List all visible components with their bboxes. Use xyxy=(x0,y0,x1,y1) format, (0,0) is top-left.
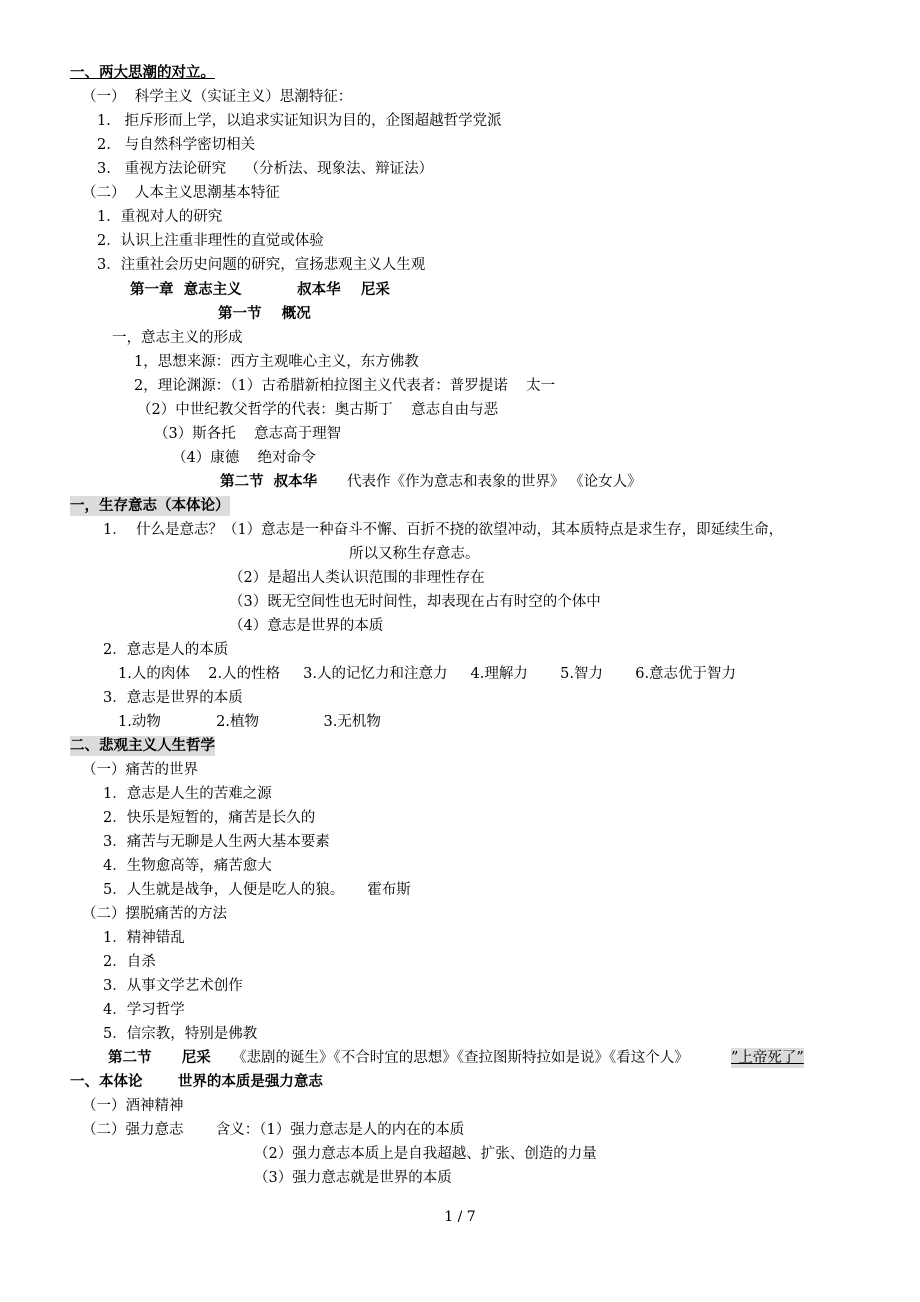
text-line: 一、两大思潮的对立。 xyxy=(70,64,215,81)
text-line: （二）摆脱痛苦的方法 xyxy=(82,906,227,922)
text-line: 1．精神错乱 xyxy=(103,930,185,946)
text-line: （4）康德 绝对命令 xyxy=(172,450,316,466)
text-line: 《悲剧的诞生》《不合时宜的思想》《查拉图斯特拉如是说》《看这个人》 xyxy=(232,1050,689,1066)
text-line: （3）既无空间性也无时间性，却表现在占有时空的个体中 xyxy=(229,594,601,610)
text-line: 3．从事文学艺术创作 xyxy=(103,978,243,994)
text-line: 1． 什么是意志？（1）意志是一种奋斗不懈、百折不挠的欲望冲动，其本质特点是求生存，即延续生命， xyxy=(103,522,784,538)
text-line: 第二节 尼采 xyxy=(108,1049,211,1066)
text-line: 4．学习哲学 xyxy=(103,1002,185,1018)
text-line: 代表作《作为意志和表象的世界》 《论女人》 xyxy=(347,474,642,490)
text-line: 1，思想来源：西方主观唯心主义，东方佛教 xyxy=(134,354,419,370)
text-line: 3．注重社会历史问题的研究，宣扬悲观主义人生观 xyxy=(97,257,426,273)
text-line: 3．痛苦与无聊是人生两大基本要素 xyxy=(103,834,330,850)
text-line: 3. 重视方法论研究 （分析法、现象法、辩证法） xyxy=(97,161,434,177)
text-line: 2．认识上注重非理性的直觉或体验 xyxy=(97,233,324,249)
text-line: 一、本体论 世界的本质是强力意志 xyxy=(70,1073,323,1090)
text-line: 3．意志是世界的本质 xyxy=(103,690,243,706)
text-line: 1.动物 2.植物 3.无机物 xyxy=(118,714,381,730)
text-line: 1．重视对人的研究 xyxy=(97,209,223,225)
text-line: （一） 科学主义（实证主义）思潮特征： xyxy=(82,89,353,105)
page-number: 1 / 7 xyxy=(444,1209,476,1225)
text-line: （3）斯各托 意志高于理智 xyxy=(154,426,342,442)
text-line: 1．意志是人生的苦难之源 xyxy=(103,786,272,802)
text-line: （4）意志是世界的本质 xyxy=(229,618,384,634)
text-line: 1.人的肉体 2.人的性格 3.人的记忆力和注意力 4.理解力 5.智力 6.意志优于智力 xyxy=(118,666,737,682)
text-line: 一，生存意志（本体论） xyxy=(70,497,230,514)
text-line: （2）强力意志本质上是自我超越、扩张、创造的力量 xyxy=(254,1146,597,1162)
text-line: （二） 人本主义思潮基本特征 xyxy=(82,185,280,201)
text-line: （3）强力意志就是世界的本质 xyxy=(254,1170,452,1186)
text-line: 2．意志是人的本质 xyxy=(103,642,229,658)
text-line: （一）酒神精神 xyxy=(82,1098,184,1114)
text-line: 5．人生就是战争，人便是吃人的狼。 霍布斯 xyxy=(103,882,411,898)
text-line: （2）中世纪教父哲学的代表：奥古斯丁 意志自由与恶 xyxy=(137,402,499,418)
text-line: 2，理论渊源：（1）古希腊新柏拉图主义代表者：普罗提诺 太一 xyxy=(134,378,556,394)
text-line: （二）强力意志 含义：（1）强力意志是人的内在的本质 xyxy=(82,1122,465,1138)
text-line: 所以又称生存意志。 xyxy=(349,546,480,562)
text-line: 第一章 意志主义 叔本华 尼采 xyxy=(130,281,390,298)
text-line: ”上帝死了” xyxy=(731,1050,804,1066)
text-line: 第二节 叔本华 xyxy=(220,473,318,490)
text-line: （一）痛苦的世界 xyxy=(82,762,198,778)
text-line: 2．自杀 xyxy=(103,954,156,970)
text-line: 4．生物愈高等，痛苦愈大 xyxy=(103,858,272,874)
text-line: 2．快乐是短暂的，痛苦是长久的 xyxy=(103,810,316,826)
text-line: 一，意志主义的形成 xyxy=(112,330,243,346)
text-line: 2. 与自然科学密切相关 xyxy=(97,137,256,153)
text-line: 1. 拒斥形而上学，以追求实证知识为目的，企图超越哲学党派 xyxy=(97,113,502,129)
text-line: 二、悲观主义人生哲学 xyxy=(70,737,215,754)
text-line: 第一节 概况 xyxy=(218,305,311,322)
text-line: 5．信宗教，特别是佛教 xyxy=(103,1026,258,1042)
text-line: （2）是超出人类认识范围的非理性存在 xyxy=(229,570,485,586)
